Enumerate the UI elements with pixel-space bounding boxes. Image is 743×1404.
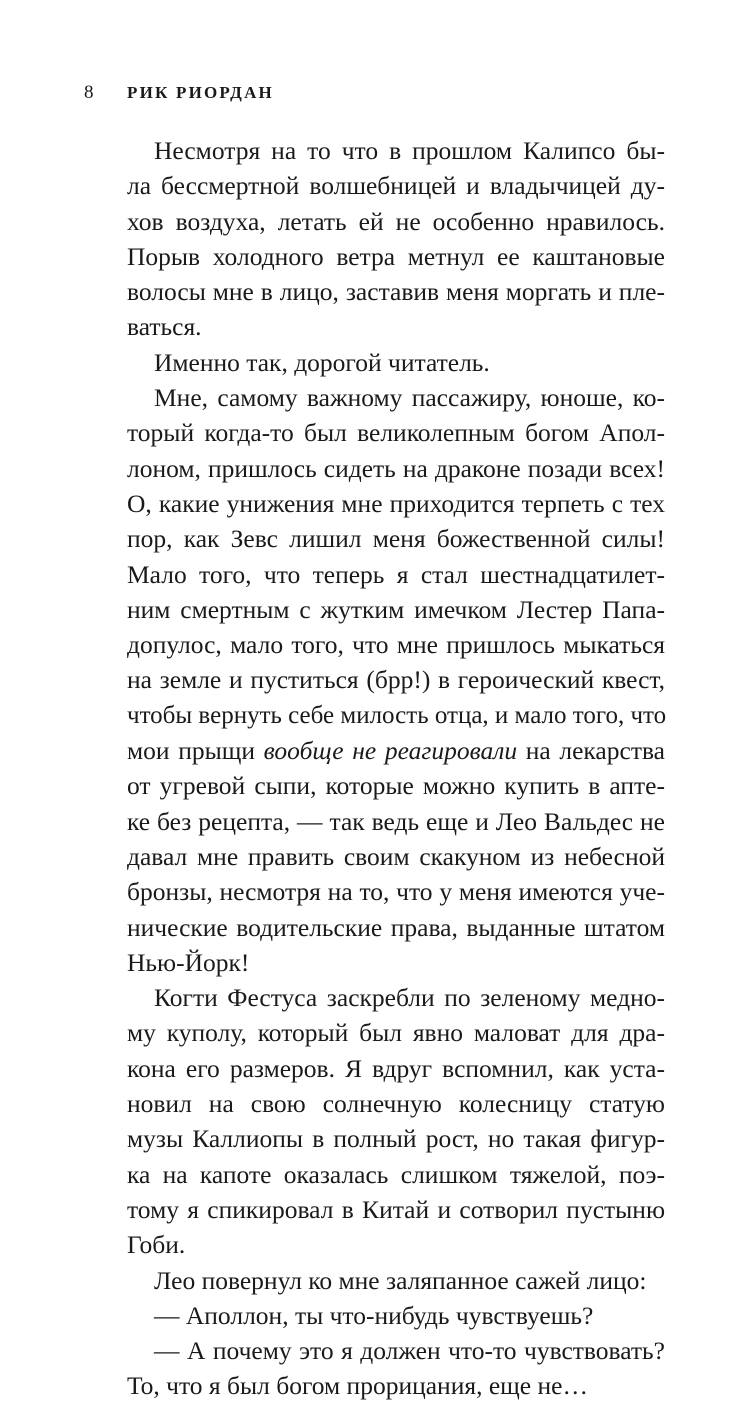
- text-line: — Аполлон, ты что-нибудь чувствуешь?: [154, 1300, 594, 1330]
- running-header: [0, 78, 743, 108]
- text-line: — А почему это я должен что-то чувствовать?: [154, 1336, 665, 1366]
- text-line: му куполу, который был явно маловат для дра-: [127, 1018, 665, 1048]
- text-line: ла бессмертной волшебницей и владычицей ду-: [127, 171, 665, 201]
- text-line: кона его размеров. Я вдруг вспомнил, как уста-: [127, 1053, 665, 1083]
- text-line: Гоби.: [127, 1230, 186, 1260]
- text-line: ке без рецепта, — так ведь еще и Лео Вальдес не: [127, 806, 665, 836]
- text-fragment: мои прыщи: [127, 736, 264, 766]
- text-line: Когти Фестуса заскребли по зеленому медно-: [154, 983, 665, 1013]
- text-line: волосы мне в лицо, заставив меня моргать и пле-: [127, 277, 665, 307]
- text-line: лоном, пришлось сидеть на драконе позади всех!: [127, 453, 665, 483]
- text-line: хов воздуха, летать ей не особенно нравилось.: [127, 206, 665, 236]
- italic-emphasis: вообще не реагировали: [263, 736, 518, 766]
- text-line: Именно так, дорогой читатель.: [154, 347, 490, 377]
- text-line: допулос, мало того, что мне пришлось мыкаться: [127, 630, 665, 660]
- text-line: Нью-Йорк!: [127, 947, 250, 977]
- text-line: на земле и пуститься (брр!) в героический квест,: [127, 665, 665, 695]
- text-line: Лео повернул ко мне заляпанное сажей лицо:: [154, 1265, 647, 1295]
- text-line: тому я спикировал в Китай и сотворил пустыню: [127, 1194, 665, 1224]
- text-line: О, какие унижения мне приходится терпеть с тех: [127, 488, 665, 518]
- text-line: [127, 733, 665, 768]
- text-line: Мне, самому важному пассажиру, юноше, ко-: [154, 383, 665, 413]
- text-line: пор, как Зевс лишил меня божественной силы!: [127, 524, 665, 554]
- text-line: от угревой сыпи, которые можно купить в апте-: [127, 771, 665, 801]
- body-text: [127, 133, 665, 1404]
- text-line: ним смертным с жутким имечком Лестер Папа-: [127, 594, 665, 624]
- text-line: новил на свою солнечную колесницу статую: [127, 1089, 665, 1119]
- text-line: бронзы, несмотря на то, что у меня имеются уче-: [127, 877, 665, 907]
- text-line: нические водительские права, выданные штатом: [127, 912, 665, 942]
- text-line: ваться.: [127, 312, 202, 342]
- text-line: Порыв холодного ветра метнул ее каштановые: [127, 241, 665, 271]
- page-number: 8: [84, 82, 94, 103]
- text-line: ка на капоте оказалась слишком тяжелой, поэ-: [127, 1159, 665, 1189]
- text-line: Несмотря на то что в прошлом Калипсо бы-: [154, 136, 665, 165]
- text-line: Мало того, что теперь я стал шестнадцатилет-: [127, 559, 665, 589]
- text-line: давал мне править своим скакуном из небесной: [127, 841, 665, 871]
- text-fragment: на лекарства: [517, 736, 665, 766]
- text-line: торый когда-то был великолепным богом Апол-: [127, 418, 665, 448]
- text-line: музы Каллиопы в полный рост, но такая фигур-: [127, 1124, 665, 1154]
- text-line: чтобы вернуть себе милость отца, и мало того, что: [127, 701, 667, 729]
- running-title: РИК РИОРДАН: [127, 83, 274, 102]
- text-line: То, что я был богом прорицания, еще не…: [127, 1371, 588, 1401]
